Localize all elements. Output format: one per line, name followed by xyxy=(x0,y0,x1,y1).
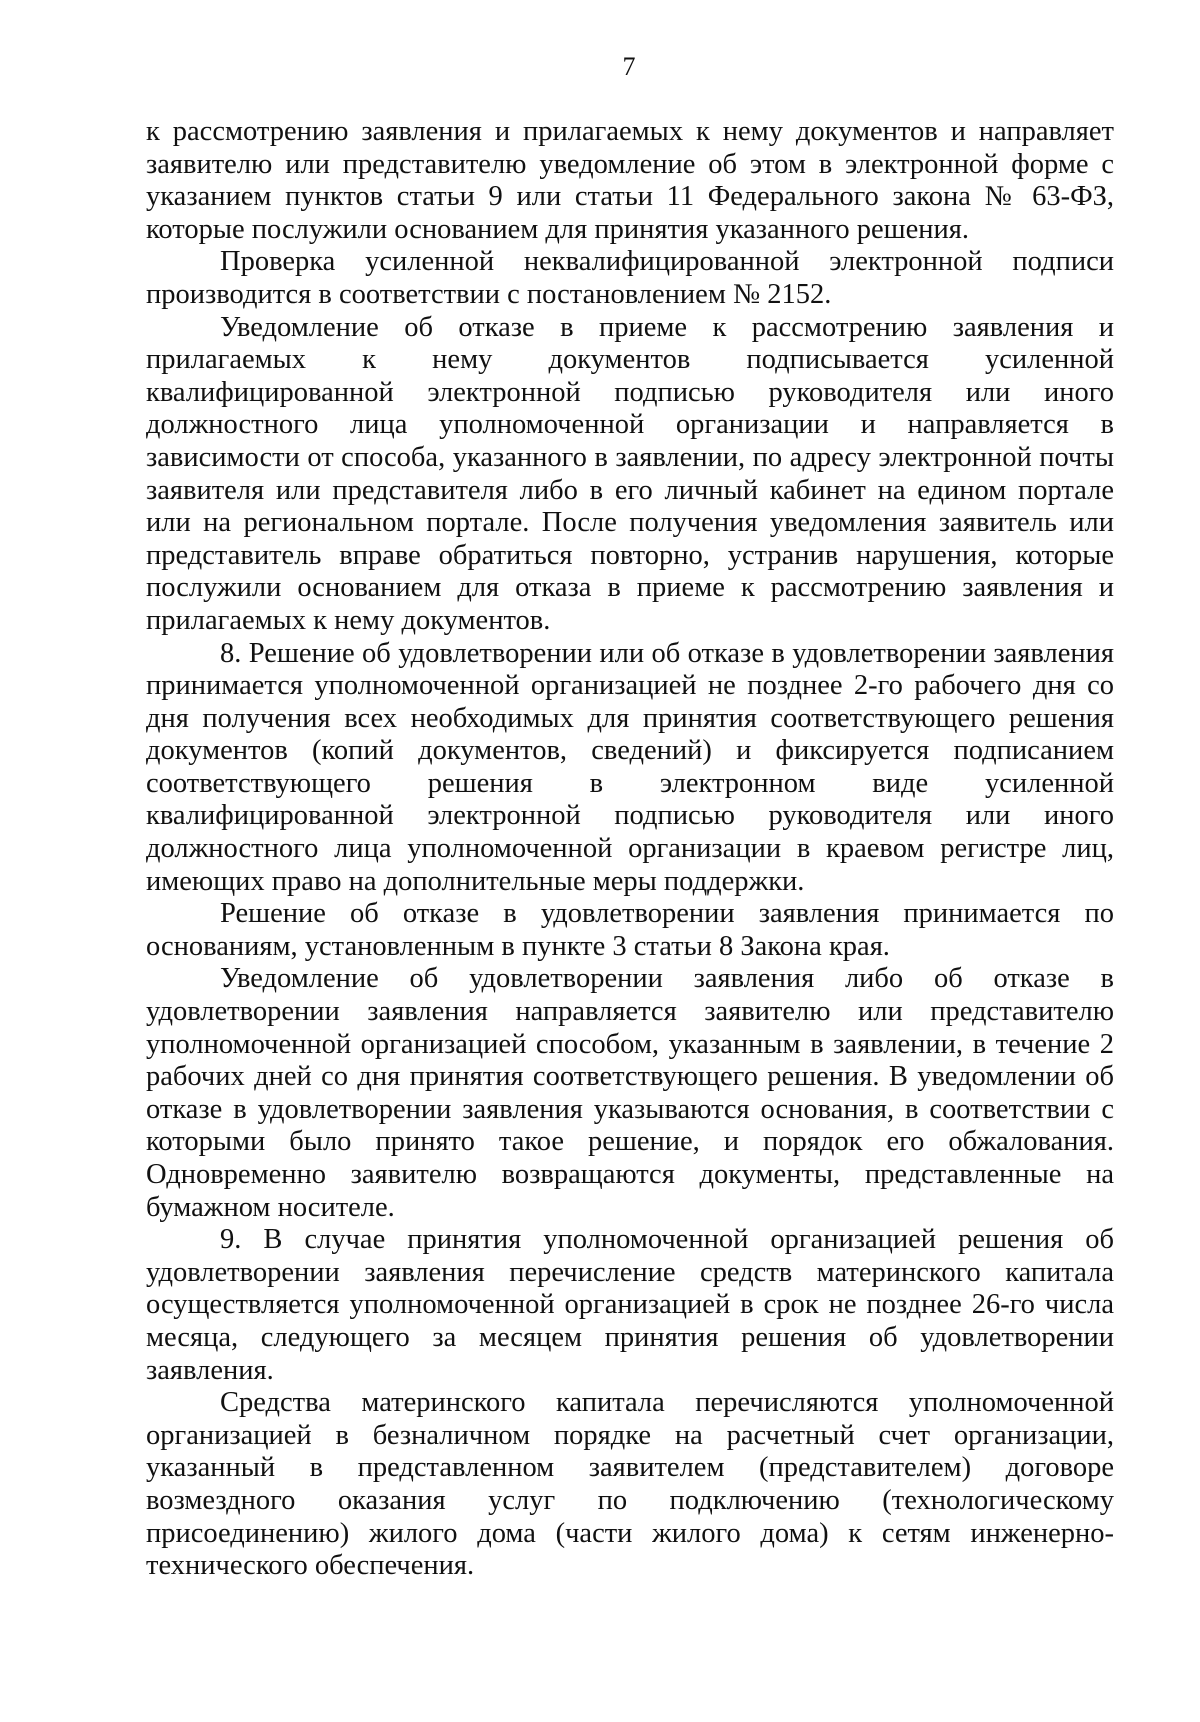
page-number: 7 xyxy=(622,52,636,81)
paragraph-signature-check: Проверка усиленной неквалифицированной электронной подписи производится в соответствии с постановлением № 2152. xyxy=(146,246,1114,310)
paragraph-continuation: к рассмотрению заявления и прилагаемых к нему документов и направляет заявителю или представителю уведомление об этом в электронной форме с указанием пунктов статьи 9 или статьи 11 Федерального закона № 63-ФЗ, которые послужили основанием для принятия указанного решения. xyxy=(146,116,1114,245)
paragraph-refusal-notice: Уведомление об отказе в приеме к рассмотрению заявления и прилагаемых к нему документов подписывается усиленной квалифицированной электронной подписью руководителя или иного должностного лица уполномоченной организации и направляется в зависимости от способа, указанного в заявлении, по адресу электронной почты заявителя или представителя либо в его личный кабинет на едином портале или на региональном портале. После получения уведомления заявитель или представитель вправе обратиться повторно, устранив нарушения, которые послужили основанием для отказа в приеме к рассмотрению заявления и прилагаемых к нему документов. xyxy=(146,311,1114,636)
paragraph-item-8: 8. Решение об удовлетворении или об отказе в удовлетворении заявления принимается уполномоченной организацией не позднее 2-го рабочего дня со дня получения всех необходимых для принятия соответствующего решения документов (копий документов, сведений) и фиксируется подписанием соответствующего решения в электронном виде усиленной квалифицированной электронной подписью руководителя или иного должностного лица уполномоченной организации в краевом регистре лиц, имеющих право на дополнительные меры поддержки. xyxy=(146,637,1114,897)
paragraph-decision-notice: Уведомление об удовлетворении заявления либо об отказе в удовлетворении заявления направляется заявителю или представителю уполномоченной организацией способом, указанным в заявлении, в течение 2 рабочих дней со дня принятия соответствующего решения. В уведомлении об отказе в удовлетворении заявления указываются основания, в соответствии с которыми было принято такое решение, и порядок его обжалования. Одновременно заявителю возвращаются документы, представленные на бумажном носителе. xyxy=(146,963,1114,1223)
document-body xyxy=(146,116,1114,1583)
paragraph-funds-transfer: Средства материнского капитала перечисляются уполномоченной организацией в безналичном порядке на расчетный счет организации, указанный в представленном заявителем (представителем) договоре возмездного оказания услуг по подключению (технологическому присоединению) жилого дома (части жилого дома) к сетям инженерно-технического обеспечения. xyxy=(146,1387,1114,1582)
paragraph-refusal-grounds: Решение об отказе в удовлетворении заявления принимается по основаниям, установленным в пункте 3 статьи 8 Закона края. xyxy=(146,898,1114,962)
paragraph-item-9: 9. В случае принятия уполномоченной организацией решения об удовлетворении заявления перечисление средств материнского капитала осуществляется уполномоченной организацией в срок не позднее 26-го числа месяца, следующего за месяцем принятия решения об удовлетворении заявления. xyxy=(146,1224,1114,1386)
